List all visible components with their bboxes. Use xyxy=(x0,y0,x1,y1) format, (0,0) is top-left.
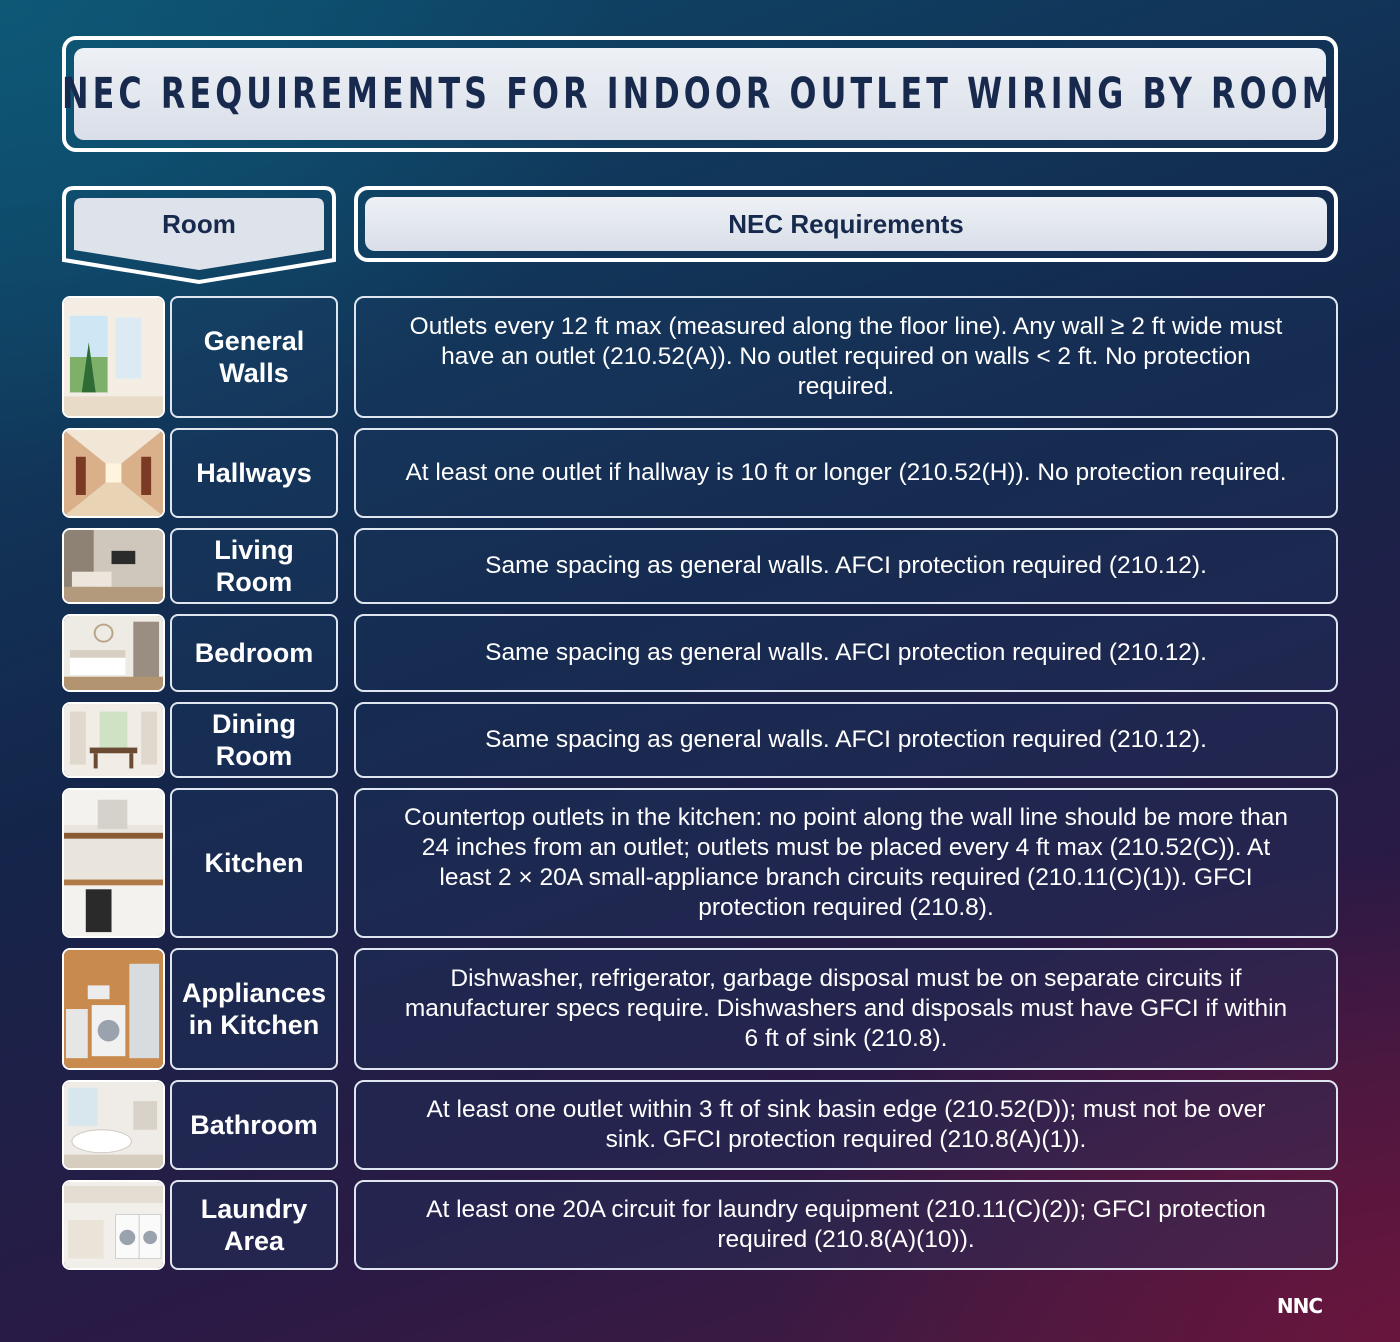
room-label: Dining Room xyxy=(170,702,338,778)
room-label: Hallways xyxy=(170,428,338,518)
living-room-photo xyxy=(62,528,165,604)
laundry-photo xyxy=(62,1180,165,1270)
brand-logo: NNC xyxy=(1276,1294,1322,1318)
requirements-header-label: NEC Requirements xyxy=(365,197,1327,251)
room-label: Appliances in Kitchen xyxy=(170,948,338,1070)
table-row xyxy=(62,702,1338,778)
hallways-photo xyxy=(62,428,165,518)
requirement-text: Same spacing as general walls. AFCI protection required (210.12). xyxy=(354,528,1338,604)
kitchen-photo xyxy=(62,788,165,938)
table-row xyxy=(62,296,1338,418)
requirement-text: At least one outlet within 3 ft of sink basin edge (210.52(D)); must not be over sink. GFCI protection required (210.8(A)(1)). xyxy=(354,1080,1338,1170)
room-column-header xyxy=(62,186,336,286)
bathroom-photo xyxy=(62,1080,165,1170)
table-row xyxy=(62,1180,1338,1270)
requirement-text: Outlets every 12 ft max (measured along the floor line). Any wall ≥ 2 ft wide must have an outlet (210.52(A)). No outlet required on walls < 2 ft. No protection required. xyxy=(354,296,1338,418)
room-label: Laundry Area xyxy=(170,1180,338,1270)
requirement-text: Same spacing as general walls. AFCI protection required (210.12). xyxy=(354,702,1338,778)
requirement-text: Dishwasher, refrigerator, garbage disposal must be on separate circuits if manufacturer specs require. Dishwashers and disposals must have GFCI if within 6 ft of sink (210.8). xyxy=(354,948,1338,1070)
room-label: Bedroom xyxy=(170,614,338,692)
page-title: NEC REQUIREMENTS FOR INDOOR OUTLET WIRING BY ROOM xyxy=(62,69,1338,119)
room-header-label: Room xyxy=(162,208,236,239)
requirement-text: At least one 20A circuit for laundry equipment (210.11(C)(2)); GFCI protection required (210.8(A)(10)). xyxy=(354,1180,1338,1270)
requirement-text: Countertop outlets in the kitchen: no point along the wall line should be more than 24 inches from an outlet; outlets must be placed every 4 ft max (210.52(C)). At least 2 × 20A small-appliance branch circuits required (210.11(C)(1)). GFCI protection required (210.8). xyxy=(354,788,1338,938)
room-label: General Walls xyxy=(170,296,338,418)
table-row xyxy=(62,614,1338,692)
title-banner xyxy=(62,36,1338,152)
appliances-photo xyxy=(62,948,165,1070)
general-walls-photo xyxy=(62,296,165,418)
table-row xyxy=(62,788,1338,938)
table-row xyxy=(62,948,1338,1070)
table-row xyxy=(62,1080,1338,1170)
requirement-text: Same spacing as general walls. AFCI protection required (210.12). xyxy=(354,614,1338,692)
bedroom-photo xyxy=(62,614,165,692)
room-label: Kitchen xyxy=(170,788,338,938)
room-label: Living Room xyxy=(170,528,338,604)
table-row xyxy=(62,428,1338,518)
requirement-text: At least one outlet if hallway is 10 ft or longer (210.52(H)). No protection required. xyxy=(354,428,1338,518)
room-label: Bathroom xyxy=(170,1080,338,1170)
dining-room-photo xyxy=(62,702,165,778)
table-row xyxy=(62,528,1338,604)
requirements-column-header xyxy=(354,186,1338,262)
